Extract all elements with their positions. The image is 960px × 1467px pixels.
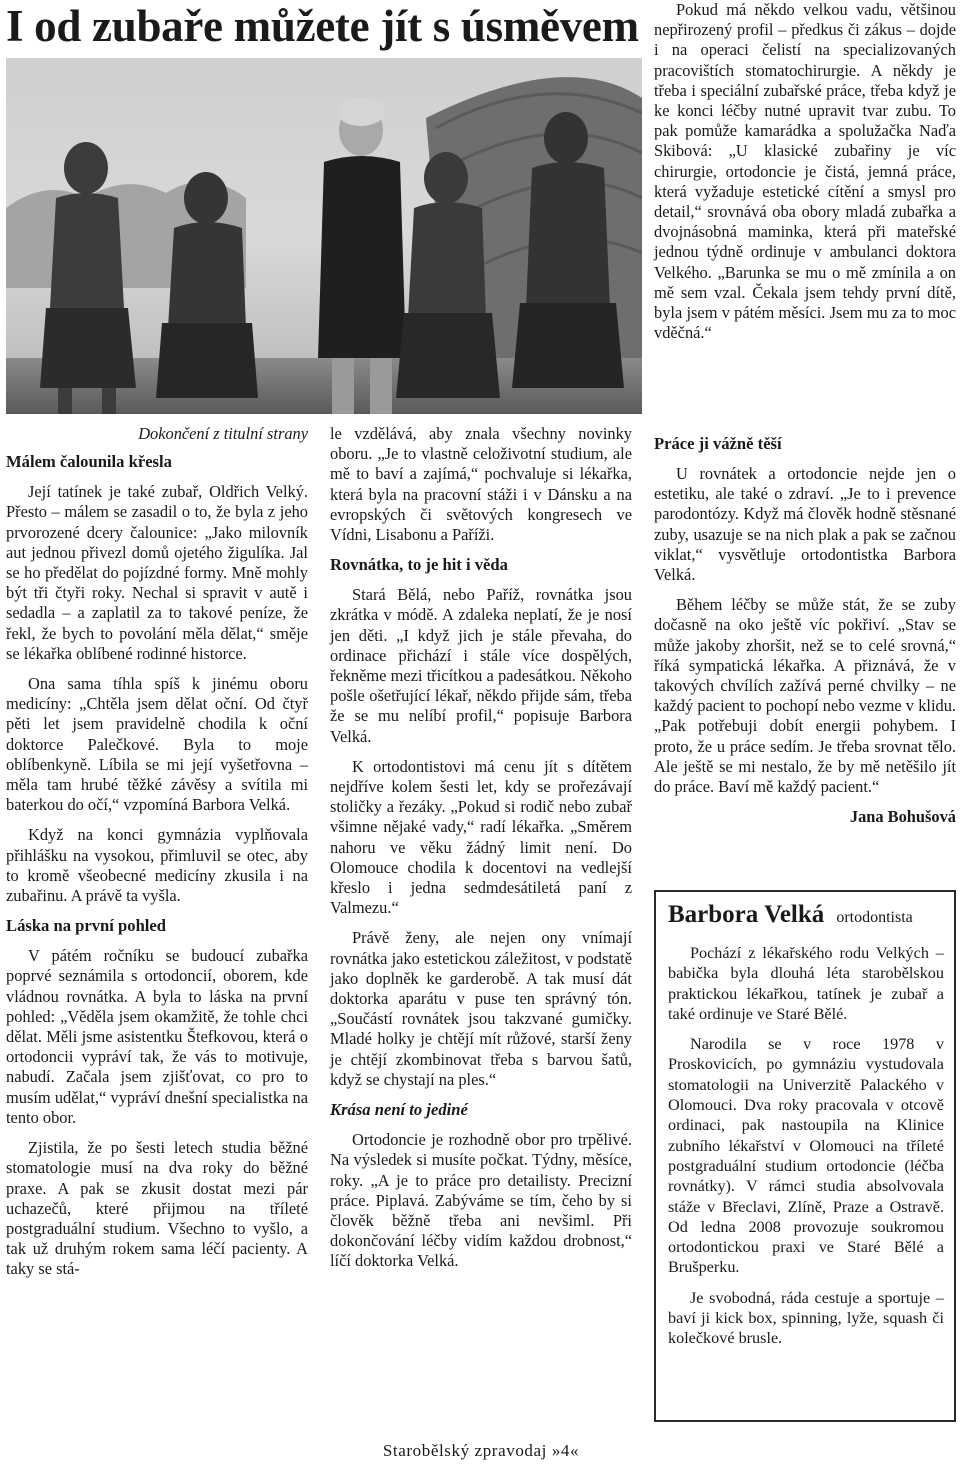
subheading-prace-ji-vazne-tesi: Práce ji vážně těší [654, 434, 782, 453]
paragraph: Ona sama tíhla spíš k jinému oboru medicíny: „Chtěla jsem dělat oční. Od čtyř pěti let jsem pravidelně chodila k oční doktorce Palečkové. Byla to moje oblíbenkyně. Líbila se mi její vyšetřovna – měla tam hrubé těžké závěsy a svítila mi baterkou do očí,“ vzpomíná Barbora Velká. [6, 674, 308, 815]
bio-header [668, 900, 944, 933]
page-title: I od zubaře můžete jít s úsměvem [6, 1, 639, 51]
paragraph: Její tatínek je také zubař, Oldřich Velký. Přesto – málem se zasadil o to, že byla z jeho prvorozené dcery čalounice: „Jako milovník aut jednou přivezl domů ojetého žigulíka. Jal se ho předělat do pojízdné formy. Mně mohly být tři čtyři roky. Nechal si spravit v autě i sedadla – a zaplatil za to takové peníze, že řekl, že bych to povolání měla dělat,“ směje se lékařka oblíbené rodinné historce. [6, 482, 308, 663]
paragraph: Pokud má někdo velkou vadu, většinou nepřirozený profil – předkus či zákus – dojde i na operaci čelistí na specializovaných pracovištích stomatochirurgie. A někdy je třeba i speciální zubařské práce, třeba když je ke konci léčby nutné upravit tvar zubu. To pak pomůže kamarádka a spolužačka Naďa Skibová: „U klasické zubařiny je víc chirurgie, ortodoncie je čistá, jemná práce, která vyžaduje estetické cítění a smysl pro detail,“ srovnává oba obory mladá zubařka a dvojnásobná maminka, která při mateřské jednou týdně ordinuje v ambulanci doktora Velkého. „Barunka se mu o mě zmínila a on mě sem vzal. Čekala jsem tehdy první dítě, byla jsem v pátém měsíci. Jsem mu za to moc vděčná.“ [654, 0, 956, 343]
photo-illustration [6, 58, 642, 414]
paragraph: Stará Bělá, nebo Paříž, rovnátka jsou zkrátka v módě. A zdaleka neplatí, že je nosí jen děti. „I když jich je stále převaha, do ordinace přichází i stále více dospělých, řekněme mezi třicítkou a padesátkou. Někoho pošle ošetřující lékař, někdo přijde sám, třeba že se mu nelíbí profil,“ popisuje Barbora Velká. [330, 585, 632, 746]
paragraph: Právě ženy, ale nejen ony vnímají rovnátka jako estetickou záležitost, v podstatě jako doplněk ke garderobě. A tak musí dát doktorka aparátu v puse ten správný tón. „Součástí rovnátek jsou takzvané gumičky. Mladé holky je chtějí mít růžové, starší ženy je chtějí zkombinovat třeba s barvou šatů, když se chystají na ples.“ [330, 928, 632, 1089]
bio-paragraph: Pochází z lékařského rodu Velkých – babička byla dlouhá léta starobělskou praktickou lékařkou, tatínek je zubař a také ordinuje ve Staré Bělé. [668, 944, 944, 1023]
subheading-krasa-neni-to-jedine: Krása není to jediné [330, 1100, 468, 1120]
right-column-bottom [654, 430, 956, 827]
paragraph: Ortodoncie je rozhodně obor pro trpělivé. Na výsledek si musíte počkat. Týdny, měsíce, roky. „A je to práce pro detailisty. Precizní práce. Piplavá. Zabýváme se tím, čeho by si člověk běžně třeba ani nevšiml. Při dokončování léčby vidím každou drobnost,“ líčí doktorka Velká. [330, 1130, 632, 1271]
paragraph: Během léčby se může stát, že se zuby dočasně na oko ještě víc pokřiví. „Stav se může jakoby zhoršit, než se to celé srovná,“ říká sympatická lékařka. A přiznává, že v takových chvílích zažívá perné chvilky – ne každý pacient to pochopí nebo vezme v klidu. „Pak potřebuji dobít energii pohybem. I proto, že u práce sedím. Je třeba srovnat tělo. Ale ještě se mi nestalo, že by mě netěšilo jít do práce. Baví mě každý pacient.“ [654, 595, 956, 797]
bio-box [654, 890, 956, 1422]
paragraph: le vzdělává, aby znala všechny novinky oboru. „Je to vlastně celoživotní studium, ale mě to baví a zajímá,“ pochvaluje si lékařka, která byla na pracovní stáži i v Dánsku a na evropských či světových kongresech ve Vídni, Lisabonu a Paříži. [330, 424, 632, 545]
paragraph: Když na konci gymnázia vyplňovala přihlášku na vysokou, přimluvil se otec, aby to kromě všeobecné medicíny zkusila i na zubařinu. A právě ta vyšla. [6, 825, 308, 906]
left-column [6, 424, 308, 1290]
paragraph: Zjistila, že po šesti letech studia běžné stomatologie musí na dva roky do běžné praxe. A pak se zkusit dostat mezi pár uchazečů, které přijmou na tříleté postgraduální studium. Všechno to vyšlo, a tak už druhým rokem sama léčí pacienty. A taky se stá- [6, 1138, 308, 1279]
bio-paragraph: Je svobodná, ráda cestuje a sportuje – baví ji kick box, spinning, lyže, squash či kolečkové brusle. [668, 1288, 944, 1348]
bio-role: ortodontista [836, 909, 913, 926]
bio-paragraph: Narodila se v roce 1978 v Proskovicích, po gymnáziu vystudovala stomatologii na Univerzitě Palackého v Olomouci. Dva roky pracovala v otcově ordinaci, pak nastoupila na Klinice zubního lékařství v Olomouci na tříleté postgraduální studium ortodoncie (léčba rovnátky). V rámci studia absolvovala stáže v Břeclavi, Zlíně, Praze a Ostravě. Od ledna 2008 provozuje soukromou ortodontickou praxi ve Staré Bělé a Brušperku. [668, 1035, 944, 1277]
paragraph: V pátém ročníku se budoucí zubařka poprvé seznámila s ortodoncií, oborem, kde vládnou rovnátka. A byla to láska na první pohled: „Věděla jsem okamžitě, že tohle chci dělat. Měli jsme asistentku Štefkovou, která o ortodoncii vypráví tak, že vás to motivuje, nabudí. Začala jsem zjišťovat, co pro to musím udělat,“ vypráví dnešní specialistka na tento obor. [6, 946, 308, 1127]
bio-name: Barbora Velká [668, 901, 825, 928]
paragraph: K ortodontistovi má cenu jít s dítětem nejdříve kolem šesti let, kdy se prořezávají stoličky a řezáky. „Pokud si rodič nebo zubař všimne nějaké vady,“ radí lékařka. „Směrem nahoru ve věku žádný limit není. Do Olomouce chodila k docentovi na vedlejší křeslo i jedna sedmdesátiletá paní z Valmezu.“ [330, 756, 632, 918]
article-photo [6, 58, 642, 414]
subheading-laska-na-prvni-pohled: Láska na první pohled [6, 916, 167, 936]
paragraph: U rovnátek a ortodoncie nejde jen o estetiku, ale také o zdraví. „Je to i prevence parodontózy. Když má člověk hodně stěsnané zuby, usazuje se na nich plak a pak se začnou viklat,“ vysvětluje ortodontistka Barbora Velká. [654, 464, 956, 585]
subheading-malem-calounila: Málem čalounila křesla [6, 452, 172, 472]
author-byline: Jana Bohušová [849, 807, 956, 827]
middle-column [330, 424, 632, 1282]
subheading-rovnatka: Rovnátka, to je hit i věda [330, 555, 508, 575]
continued-note: Dokončení z titulní strany [138, 424, 308, 443]
right-column-top [654, 0, 956, 353]
page-footer: Starobělský zpravodaj »4« [382, 1441, 580, 1460]
